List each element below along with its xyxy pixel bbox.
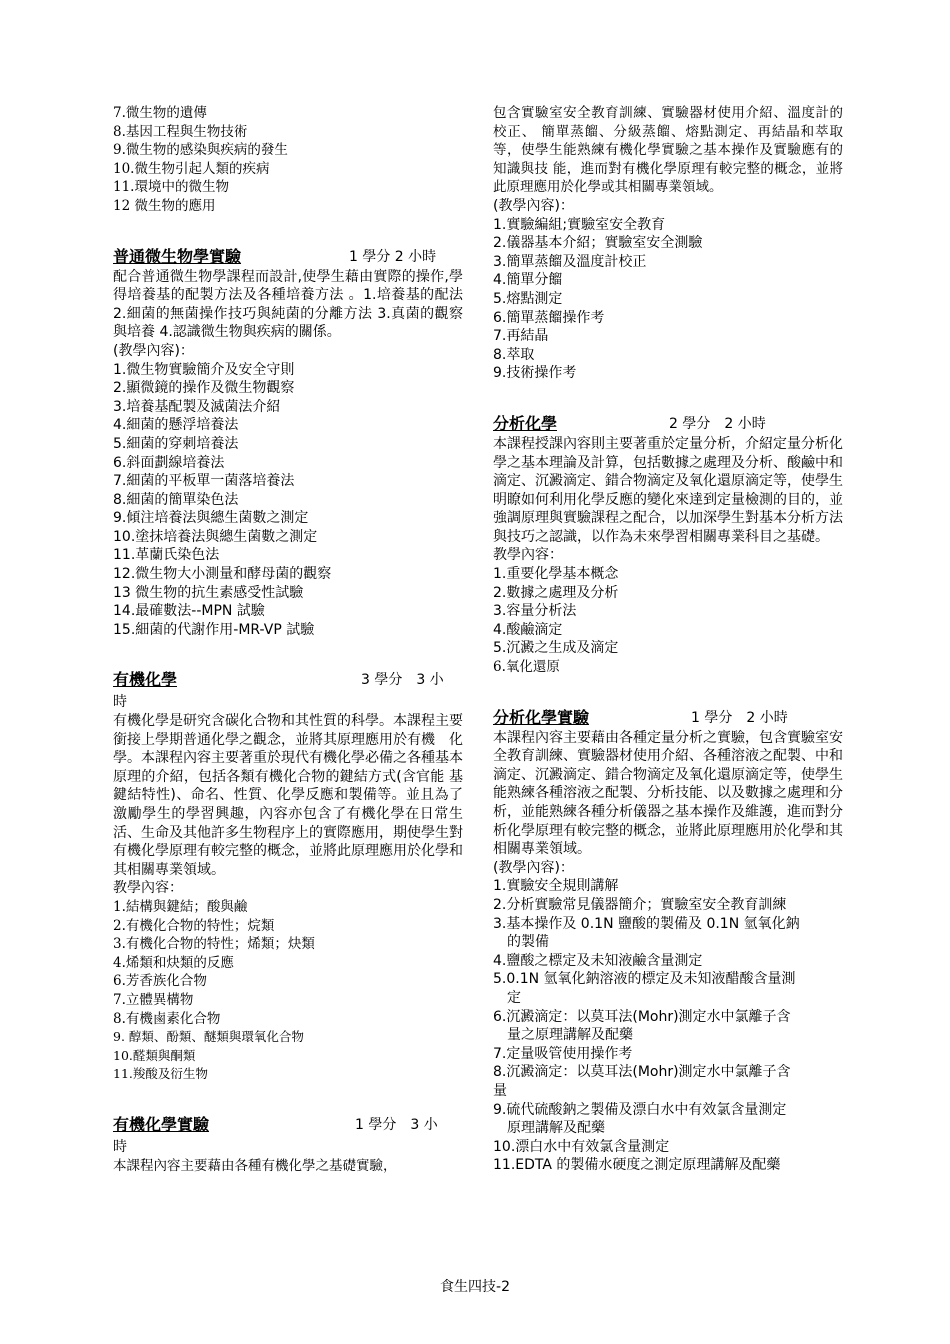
course-title: 普通微生物學實驗 <box>113 246 242 266</box>
organic-item: 2.有機化合物的特性；烷類 <box>113 917 275 934</box>
course-heading-organic-lab <box>113 1114 463 1136</box>
lab-item: 12.微生物大小測量和酵母菌的觀察 <box>113 566 332 583</box>
lab-item: 10.塗抹培養法與總生菌數之測定 <box>113 528 318 545</box>
analytical-item: 5.沉澱之生成及滴定 <box>493 640 619 657</box>
analytical-lab-item: 8.沉澱滴定：以莫耳法(Mohr)測定水中氯離子含 <box>493 1064 791 1081</box>
analytical-item: 6.氧化還原 <box>493 659 560 676</box>
organic-lab-item: 3.簡單蒸餾及溫度計校正 <box>493 253 647 270</box>
lab-item: 4.細菌的懸浮培養法 <box>113 417 239 434</box>
organic-item: 9. 醇類、酚類、醚類與環氧化合物 <box>113 1029 304 1045</box>
organic-lab-item: 8.萃取 <box>493 346 535 363</box>
micro-item: 12 微生物的應用 <box>113 197 216 214</box>
organic-lab-item: 1.實驗編組;實驗室安全教育 <box>493 216 666 233</box>
lab-item: 7.細菌的平板單一菌落培養法 <box>113 473 295 490</box>
course-description: 有機化學是研究含碳化合物和其性質的科學。本課程主要銜接上學期普通化學之觀念，並將其原理應用於有機 化學。本課程內容主要著重於現代有機化學必備之各種基本原理的介紹，包括各類有機化合物的鍵結方式(含官能 基鍵結特性)、命名、性質、化學反應和製備等。並且為了激勵學生的學習興趣，內容亦包含了有機化學在日常生 活、生命及其他許多生物程序上的實際應用，期使學生對有機化學原理有較完整的概念，並將此原理應用於化學和 其相關專業領域。 <box>113 713 463 878</box>
organic-item: 4.烯類和炔類的反應 <box>113 954 234 971</box>
analytical-lab-item-wrap: 量之原理講解及配藥 <box>507 1027 633 1044</box>
lab-item: 14.最確數法--MPN 試驗 <box>113 603 265 620</box>
organic-lab-item: 9.技術操作考 <box>493 365 577 382</box>
analytical-lab-item: 11.EDTA 的製備水硬度之測定原理講解及配藥 <box>493 1157 781 1174</box>
lab-item: 9.傾注培養法與總生菌數之測定 <box>113 510 309 527</box>
course-heading-analytical-lab <box>493 707 843 729</box>
course-title: 有機化學 <box>113 670 178 690</box>
content-label: (教學內容)： <box>493 197 574 214</box>
analytical-lab-item: 3.基本操作及 0.1N 鹽酸的製備及 0.1N 氫氧化鈉 <box>493 915 800 932</box>
organic-item: 1.結構與鍵結；酸與鹼 <box>113 898 248 915</box>
micro-item: 8.基因工程與生物技術 <box>113 123 248 140</box>
lab-item: 1.微生物實驗簡介及安全守則 <box>113 361 295 378</box>
organic-lab-item: 2.儀器基本介紹；實驗室安全測驗 <box>493 235 703 252</box>
course-description: 本課程授課內容則主要著重於定量分析，介紹定量分析化學之基本理論及計算，包括數據之處理及分析、酸鹼中和滴定、沉澱滴定、錯合物滴定及氧化還原滴定等，使學生明瞭如何利用化學反應的變化來達到定量檢測的目的，並強調原理與實驗課程之配合，以加深學生對基本分析方法與技巧之認識，以作為未來學習相關專業科目之基礎。 <box>493 435 843 545</box>
analytical-lab-item: 1.實驗安全規則講解 <box>493 878 619 895</box>
analytical-lab-item-wrap: 原理講解及配藥 <box>507 1120 605 1137</box>
lab-item: 15.細菌的代謝作用-MR-VP 試驗 <box>113 621 315 638</box>
analytical-lab-item: 7.定量吸管使用操作考 <box>493 1045 633 1062</box>
course-description: 本課程內容主要藉由各種定量分析之實驗，包含實驗室安全教育訓練、實驗器材使用介紹、各種溶液之配製、中和滴定、沉澱滴定、錯合物滴定及氧化還原滴定等，使學生能熟練各種溶液之配製、分析技能、以及數據之處理和分析，並能熟練各種分析儀器之基本操作及維護，進而對分析化學原理有較完整的概念，並將此原理應用於化學和其相關專業領域。 <box>493 729 843 858</box>
course-heading-organic <box>113 669 463 691</box>
left-column <box>113 104 463 1175</box>
lab-item: 3.培養基配製及滅菌法介紹 <box>113 398 281 415</box>
course-description-start: 本課程內容主要藉由各種有機化學之基礎實驗， <box>113 1157 397 1174</box>
organic-lab-item: 5.熔點測定 <box>493 290 563 307</box>
analytical-lab-item: 4.鹽酸之標定及未知液鹼含量測定 <box>493 952 703 969</box>
analytical-item: 3.容量分析法 <box>493 603 577 620</box>
organic-item: 3.有機化合物的特性；烯類；炔類 <box>113 936 315 953</box>
micro-item: 11.環境中的微生物 <box>113 179 229 196</box>
analytical-lab-item: 5.0.1N 氫氧化鈉溶液的標定及未知液醋酸含量測 <box>493 971 796 988</box>
analytical-lab-item: 9.硫代硫酸鈉之製備及漂白水中有效氯含量測定 <box>493 1101 787 1118</box>
content-label: (教學內容)： <box>113 342 194 359</box>
lab-item: 6.斜面劃線培養法 <box>113 454 225 471</box>
lab-item: 11.革蘭氏染色法 <box>113 547 220 564</box>
analytical-item: 4.酸鹼滴定 <box>493 621 563 638</box>
organic-item: 6.芳香族化合物 <box>113 973 207 990</box>
course-credits: 2 學分 2 小時 <box>669 415 766 432</box>
course-credits: 1 學分 2 小時 <box>349 248 437 265</box>
organic-item: 8.有機鹵素化合物 <box>113 1010 221 1027</box>
page-footer: 食生四技-2 <box>440 1279 510 1295</box>
right-column <box>493 104 843 1175</box>
analytical-item: 1.重要化學基本概念 <box>493 566 619 583</box>
organic-lab-item: 4.簡單分餾 <box>493 272 563 289</box>
course-heading-analytical <box>493 413 843 435</box>
lab-item: 2.顯微鏡的操作及微生物觀察 <box>113 380 295 397</box>
course-credits-tail: 時 <box>113 1138 127 1155</box>
analytical-lab-item-wrap: 的製備 <box>507 934 549 951</box>
organic-lab-item: 6.簡單蒸餾操作考 <box>493 309 605 326</box>
analytical-lab-item: 10.漂白水中有效氯含量測定 <box>493 1138 670 1155</box>
organic-item: 7.立體異構物 <box>113 991 194 1008</box>
organic-item: 10.醛類與酮類 <box>113 1047 196 1063</box>
course-credits: 1 學分 3 小 <box>355 1116 438 1133</box>
course-credits: 3 學分 3 小 <box>361 672 444 689</box>
course-title: 分析化學 <box>493 413 558 433</box>
micro-item: 9.微生物的感染與疾病的發生 <box>113 142 288 159</box>
micro-item: 10.微生物引起人類的疾病 <box>113 160 270 177</box>
course-credits-tail: 時 <box>113 694 127 711</box>
lab-item: 8.細菌的簡單染色法 <box>113 491 239 508</box>
lab-item: 5.細菌的穿刺培養法 <box>113 435 239 452</box>
analytical-item: 2.數據之處理及分析 <box>493 584 619 601</box>
content-label: (教學內容)： <box>493 859 574 876</box>
course-credits: 1 學分 2 小時 <box>691 709 788 726</box>
analytical-lab-item: 6.沉澱滴定：以莫耳法(Mohr)測定水中氯離子含 <box>493 1008 791 1025</box>
organic-item: 11.羧酸及衍生物 <box>113 1066 208 1082</box>
course-title: 分析化學實驗 <box>493 707 590 727</box>
course-description: 配合普通微生物學課程而設計,使學生藉由實際的操作,學得培養基的配製方法及各種培養方法 。1.培養基的配法 2.細菌的無菌操作技巧與純菌的分離方法 3.真菌的觀察與培養 4.認識微生物與疾病的關係。 <box>113 268 463 341</box>
lab-item: 13 微生物的抗生素感受性試驗 <box>113 584 304 601</box>
analytical-lab-item-wrap: 定 <box>507 989 521 1006</box>
course-description-continued: 包含實驗室安全教育訓練、實驗器材使用介紹、溫度計的校正、 簡單蒸餾、分級蒸餾、熔點測定、再結晶和萃取等，使學生能熟練有機化學實驗之基本操作及實驗應有的知識與技 能，進而對有機化學原理有較完整的概念，並將此原理應用於化學或其相關專業領域。 <box>493 105 843 196</box>
micro-item: 7.微生物的遺傳 <box>113 105 207 121</box>
course-title: 有機化學實驗 <box>113 1114 210 1134</box>
course-heading-micro-lab <box>113 246 463 268</box>
content-label: 教學內容： <box>493 547 563 564</box>
content-label: 教學內容： <box>113 880 183 897</box>
analytical-lab-item: 2.分析實驗常見儀器簡介；實驗室安全教育訓練 <box>493 896 787 913</box>
organic-lab-item: 7.再結晶 <box>493 328 549 345</box>
analytical-lab-item-wrap: 量 <box>493 1082 507 1099</box>
